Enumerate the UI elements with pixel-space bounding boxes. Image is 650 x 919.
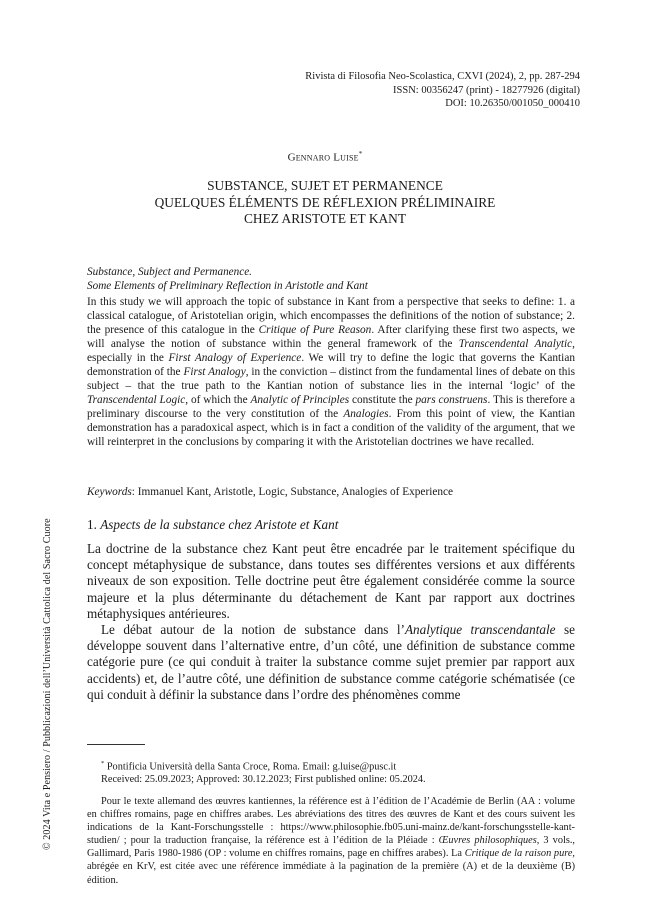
abstract-emphasis: pars construens xyxy=(415,394,488,407)
abstract-emphasis: First Analogy xyxy=(183,366,246,379)
journal-doi: DOI: 10.26350/001050_000410 xyxy=(445,98,580,110)
abstract-emphasis: Critique of Pure Reason xyxy=(258,324,372,337)
affiliation-text: Pontificia Università della Santa Croce, Roma. Email: g.luise@pusc.it xyxy=(104,761,397,773)
article-title xyxy=(80,178,570,228)
abstract-text: . We will try to define the logic that governs the Kantian demonstration of the xyxy=(87,352,575,379)
journal-header xyxy=(305,70,580,111)
footnote-emphasis: Œuvres philosophiques xyxy=(438,835,537,847)
author-footnote xyxy=(87,757,575,786)
journal-issn: ISSN: 00356247 (print) - 18277926 (digital) xyxy=(393,84,580,96)
footnote-emphasis: Critique de la raison pure xyxy=(464,848,573,860)
keywords-list: : Immanuel Kant, Aristotle, Logic, Substance, Analogies of Experience xyxy=(131,486,454,498)
author-affiliation xyxy=(87,757,575,773)
side-copyright: © 2024 Vita e Pensiero / Pubblicazioni dell’Università Cattolica del Sacro Cuore xyxy=(42,518,53,850)
body-paragraph-2 xyxy=(87,622,575,703)
body-text-run: Le débat autour de la notion de substance dans l’ xyxy=(101,622,405,638)
author-name xyxy=(0,150,650,164)
english-title-line-1: Substance, Subject and Permanence. xyxy=(87,266,252,278)
english-title-line-2: Some Elements of Preliminary Reflection in Aristotle and Kant xyxy=(87,280,368,292)
abstract-text: . After clarifying these first two aspects, we will analyse the notion of substance within the general framework of the xyxy=(87,324,575,351)
footnote-text: Pour le texte allemand des œuvres kantiennes, la référence est à l’édition de l’Académie de Berlin (AA : volume en chiffres romains, page en chiffres arabes. Les abréviations des titres des œuvres de Kant et des cours suivent les indications de la Kant-Forschungsstelle : https://www.philosophie.fb05.uni-mainz.de/kant-forschungsstelle-kant-studien/ ; pour la traduction française, la référence est à l’édition de la Pléiade : xyxy=(87,796,575,847)
article-dates: Received: 25.09.2023; Approved: 30.12.2023; First published online: 05.2024. xyxy=(101,774,426,786)
footnote-marker: * xyxy=(101,760,105,767)
abstract-text: . From this point of view, the Kantian demonstration has a paradoxical aspect, which is in fact a condition of the validity of the argument, that we will reinterpret in the conclusions by comparing it with the Aristotelian doctrines we have recalled. xyxy=(87,408,575,449)
abstract-text: . This is therefore a preliminary discourse to the very constitution of the xyxy=(87,394,575,421)
abstract-emphasis: Analogies xyxy=(343,408,389,421)
section-title: Aspects de la substance chez Aristote et Kant xyxy=(100,517,339,532)
keywords xyxy=(87,485,577,499)
abstract-text: In this study we will approach the topic of substance in Kant from a perspective that seeks to define: 1. a classical catalogue, of Aristotelian origin, which encompasses the definitions of the notion of substance; 2. the presence of this catalogue in the xyxy=(87,296,575,337)
section-heading xyxy=(87,517,577,533)
author-name-text: Gennaro Luise xyxy=(287,151,359,164)
abstract xyxy=(87,295,575,450)
abstract-emphasis: Transcendental Analytic xyxy=(458,338,573,351)
abstract-emphasis: Analytic of Principles xyxy=(250,394,350,407)
keywords-label: Keywords xyxy=(87,486,132,498)
section-number: 1. xyxy=(87,517,101,532)
footnote-text: , 3 vols., Gallimard, Paris 1980-1986 (OP : volume en chiffres romains, page en chiffres arabes). La xyxy=(87,835,575,860)
abstract-text: , in the conviction – distinct from the fundamental lines of debate on this subject – that the true path to the Kantian notion of substance lies in the internal ‘logic’ of the xyxy=(87,366,575,393)
abstract-text: constitute the xyxy=(349,394,416,407)
abstract-text: , of which the xyxy=(185,394,251,407)
author-footnote-marker: * xyxy=(358,150,363,158)
footnote-text: , abrégée en KrV, est citée avec une référence immédiate à la pagination de la première (A) et de la deuxième (B) édition. xyxy=(87,848,575,886)
abstract-emphasis: Transcendental Logic xyxy=(87,394,186,407)
body-paragraph-1: La doctrine de la substance chez Kant peut être encadrée par le traitement spécifique du concept métaphysique de substance, dans toutes ses différentes versions et aux différents niveaux de son exposition. Telle doctrine peut être également considérée comme la source majeure et la plus déterminante du détachement de Kant par rapport aux doctrines métaphysiques antérieures. xyxy=(87,541,575,621)
title-line-2: QUELQUES ÉLÉMENTS DE RÉFLEXION PRÉLIMINAIRE xyxy=(154,194,496,210)
abstract-text: , especially in the xyxy=(87,338,575,365)
title-line-1: SUBSTANCE, SUJET ET PERMANENCE xyxy=(207,178,443,193)
title-line-3: CHEZ ARISTOTE ET KANT xyxy=(243,211,407,226)
editions-footnote xyxy=(87,795,575,887)
body-text-run: se développe souvent dans l’alternative entre, d’un côté, une définition de substance comme catégorie pure (ce qui conduit à traiter la substance comme sujet premier par rapport aux accidents) et, de l’autre côté, une définition de substance comme catégorie schématisée (ce qui conduit à définir la substance dans l’ordre des phénomènes comme xyxy=(87,622,575,702)
abstract-emphasis: First Analogy of Experience xyxy=(168,352,302,365)
footnote-divider xyxy=(87,744,145,745)
journal-citation: Rivista di Filosofia Neo-Scolastica, CXVI (2024), 2, pp. 287-294 xyxy=(305,71,580,82)
body-text xyxy=(87,541,575,703)
english-title xyxy=(87,265,577,293)
body-emphasis: Analytique transcendantale xyxy=(404,622,556,638)
